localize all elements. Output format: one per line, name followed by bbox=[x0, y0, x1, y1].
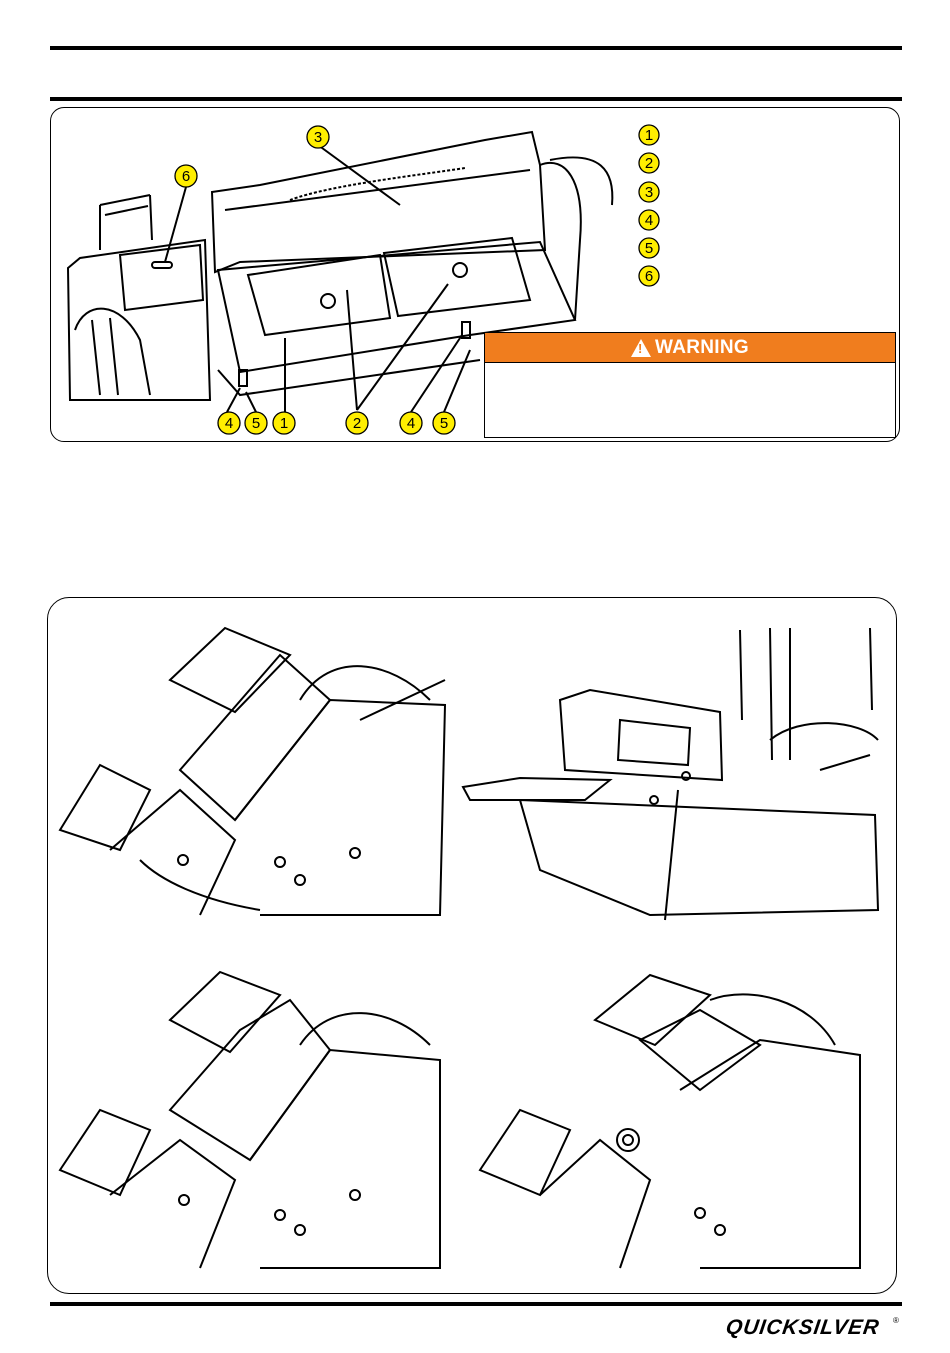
view-seat-closed bbox=[60, 628, 445, 915]
callout-5a-label: 5 bbox=[251, 415, 261, 432]
callout-3-label: 3 bbox=[313, 129, 323, 146]
legend-number-6: 6 bbox=[644, 268, 654, 285]
warning-header-text: WARNING bbox=[655, 336, 749, 358]
legend-number-4: 4 bbox=[644, 212, 654, 229]
view-seat-open bbox=[480, 975, 860, 1268]
view-rear-perspective bbox=[463, 628, 878, 920]
view-seat-opening bbox=[60, 972, 440, 1268]
callout-5b-label: 5 bbox=[439, 415, 449, 432]
callout-2-label: 2 bbox=[352, 415, 362, 432]
registered-mark: ® bbox=[893, 1316, 899, 1325]
legend-number-2: 2 bbox=[644, 155, 654, 172]
callout-4b-label: 4 bbox=[406, 415, 416, 432]
quicksilver-logo: QUICKSILVER bbox=[724, 1316, 882, 1339]
legend-number-1: 1 bbox=[644, 127, 654, 144]
legend-number-5: 5 bbox=[644, 240, 654, 257]
callout-4a-label: 4 bbox=[224, 415, 234, 432]
footer-rule bbox=[50, 1302, 902, 1306]
legend-number-3: 3 bbox=[644, 184, 654, 201]
callout-6-label: 6 bbox=[181, 168, 191, 185]
callout-1-label: 1 bbox=[279, 415, 289, 432]
